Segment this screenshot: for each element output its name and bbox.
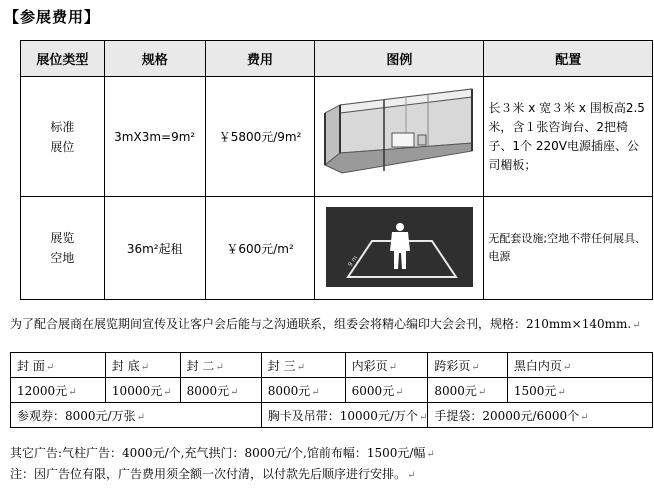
ad-price-row	[11, 378, 653, 403]
header-spec: 规格	[104, 41, 205, 77]
return-mark-icon: ↵	[471, 361, 480, 373]
ad-price-cell	[345, 378, 428, 403]
ad-price-text: 6000元	[351, 383, 395, 398]
booth-type-cell	[21, 197, 105, 300]
ad-label-text: 内彩页	[351, 358, 388, 373]
ad-label-text: 封 底	[111, 358, 140, 373]
fee-cell: ￥600元/m²	[205, 197, 315, 300]
spec-cell: 36m²起租	[104, 197, 205, 300]
ad-price-text: 8000元	[267, 383, 311, 398]
ad-label-inside-back	[261, 353, 345, 378]
return-mark-icon: ↵	[296, 361, 305, 373]
other-ads-line	[10, 444, 435, 461]
header-booth-type: 展位类型	[21, 41, 105, 77]
table-row	[21, 77, 653, 197]
fee-cell: ￥5800元/9m²	[205, 77, 315, 197]
ad-price-text: 8000元	[186, 383, 230, 398]
ad-bag-text: 手提袋：20000元/6000个	[434, 408, 580, 423]
ad-tickets-cell	[11, 403, 262, 428]
header-illustration: 图例	[315, 41, 484, 77]
ad-label-color-page	[345, 353, 428, 378]
return-mark-icon: ↵	[45, 361, 55, 373]
return-mark-icon: ↵	[426, 449, 435, 460]
svg-text:9 m: 9 m	[346, 254, 360, 268]
other-ads-text: 其它广告:气柱广告：4000元/个,充气拱门：8000元/个,馆前布幅：1500元/幅	[10, 446, 426, 460]
ad-label-text: 封 面	[17, 358, 45, 373]
ad-label-bw-page	[507, 353, 652, 378]
ad-tickets-text: 参观券：8000元/万张	[17, 408, 136, 423]
return-mark-icon: ↵	[215, 361, 224, 373]
ad-label-row	[11, 353, 653, 378]
payment-note-text: 注：因广告位有限，广告费用须全额一次付清，以付款先后顺序进行安排。	[10, 467, 407, 481]
ad-label-spread	[428, 353, 508, 378]
ad-label-text: 封 二	[186, 358, 215, 373]
ad-label-text: 黑白内页	[513, 358, 562, 373]
return-mark-icon: ↵	[230, 386, 239, 398]
header-config: 配置	[484, 41, 653, 77]
ad-label-cover	[11, 353, 106, 378]
booth-type-line1: 标准	[50, 119, 75, 134]
catalog-paragraph	[10, 315, 654, 335]
ad-price-text: 1500元	[513, 383, 557, 398]
booth-type-line2: 空地	[50, 251, 75, 265]
booth-table-header-row	[21, 41, 653, 77]
standard-booth-illustration	[322, 85, 477, 185]
ad-label-back	[105, 353, 180, 378]
return-mark-icon: ↵	[632, 320, 641, 331]
return-mark-icon: ↵	[388, 361, 397, 373]
ad-extras-row	[11, 403, 653, 428]
ad-price-cell	[428, 378, 508, 403]
config-cell: 长３米 x 宽３米 x 围板高2.5 米，含１张咨询台、2把椅子、1个 220V电源插座、公司楣板；	[484, 77, 653, 197]
ad-price-cell	[507, 378, 652, 403]
ad-price-cell	[261, 378, 345, 403]
booth-type-cell	[21, 77, 105, 197]
ad-lanyard-text: 胸卡及吊带：10000元/万个	[267, 408, 418, 423]
payment-note	[10, 465, 415, 482]
booth-type-line1: 展览	[50, 231, 75, 245]
return-mark-icon: ↵	[136, 411, 145, 423]
ad-price-text: 12000元	[17, 383, 68, 398]
return-mark-icon: ↵	[407, 470, 416, 481]
return-mark-icon: ↵	[311, 386, 320, 398]
ad-price-text: 10000元	[111, 383, 163, 398]
return-mark-icon: ↵	[557, 386, 566, 398]
table-row	[21, 197, 653, 300]
return-mark-icon: ↵	[580, 411, 589, 423]
spec-cell: 3mX3m=9m²	[104, 77, 205, 197]
header-fee: 费用	[205, 41, 315, 77]
ad-price-cell	[180, 378, 261, 403]
catalog-paragraph-text: 为了配合展商在展览期间宣传及让客户会后能与之沟通联系，组委会将精心编印大会会刊，规格：210mm×140mm.	[10, 317, 632, 331]
illustration-cell	[315, 197, 484, 300]
return-mark-icon: ↵	[163, 386, 172, 398]
config-cell: 无配套设施;空地不带任何展具、电源	[484, 197, 653, 300]
return-mark-icon: ↵	[418, 411, 428, 423]
return-mark-icon: ↵	[68, 386, 77, 398]
booth-type-line2: 展位	[50, 139, 75, 154]
return-mark-icon: ↵	[562, 361, 572, 373]
raw-space-illustration	[326, 207, 473, 287]
return-mark-icon: ↵	[140, 361, 150, 373]
ad-label-text: 封 三	[267, 358, 296, 373]
booth-fee-table	[20, 40, 653, 300]
ad-price-cell	[105, 378, 180, 403]
return-mark-icon: ↵	[395, 386, 404, 398]
ad-price-table	[10, 352, 653, 428]
return-mark-icon: ↵	[477, 386, 487, 398]
illustration-cell	[315, 77, 484, 197]
page-title: 【参展费用】	[4, 8, 101, 26]
ad-bag-cell	[428, 403, 653, 428]
ad-label-text: 跨彩页	[434, 358, 471, 373]
ad-price-cell	[11, 378, 106, 403]
ad-lanyard-cell	[261, 403, 428, 428]
ad-price-text: 8000元	[434, 383, 477, 398]
ad-label-inside-front	[180, 353, 261, 378]
